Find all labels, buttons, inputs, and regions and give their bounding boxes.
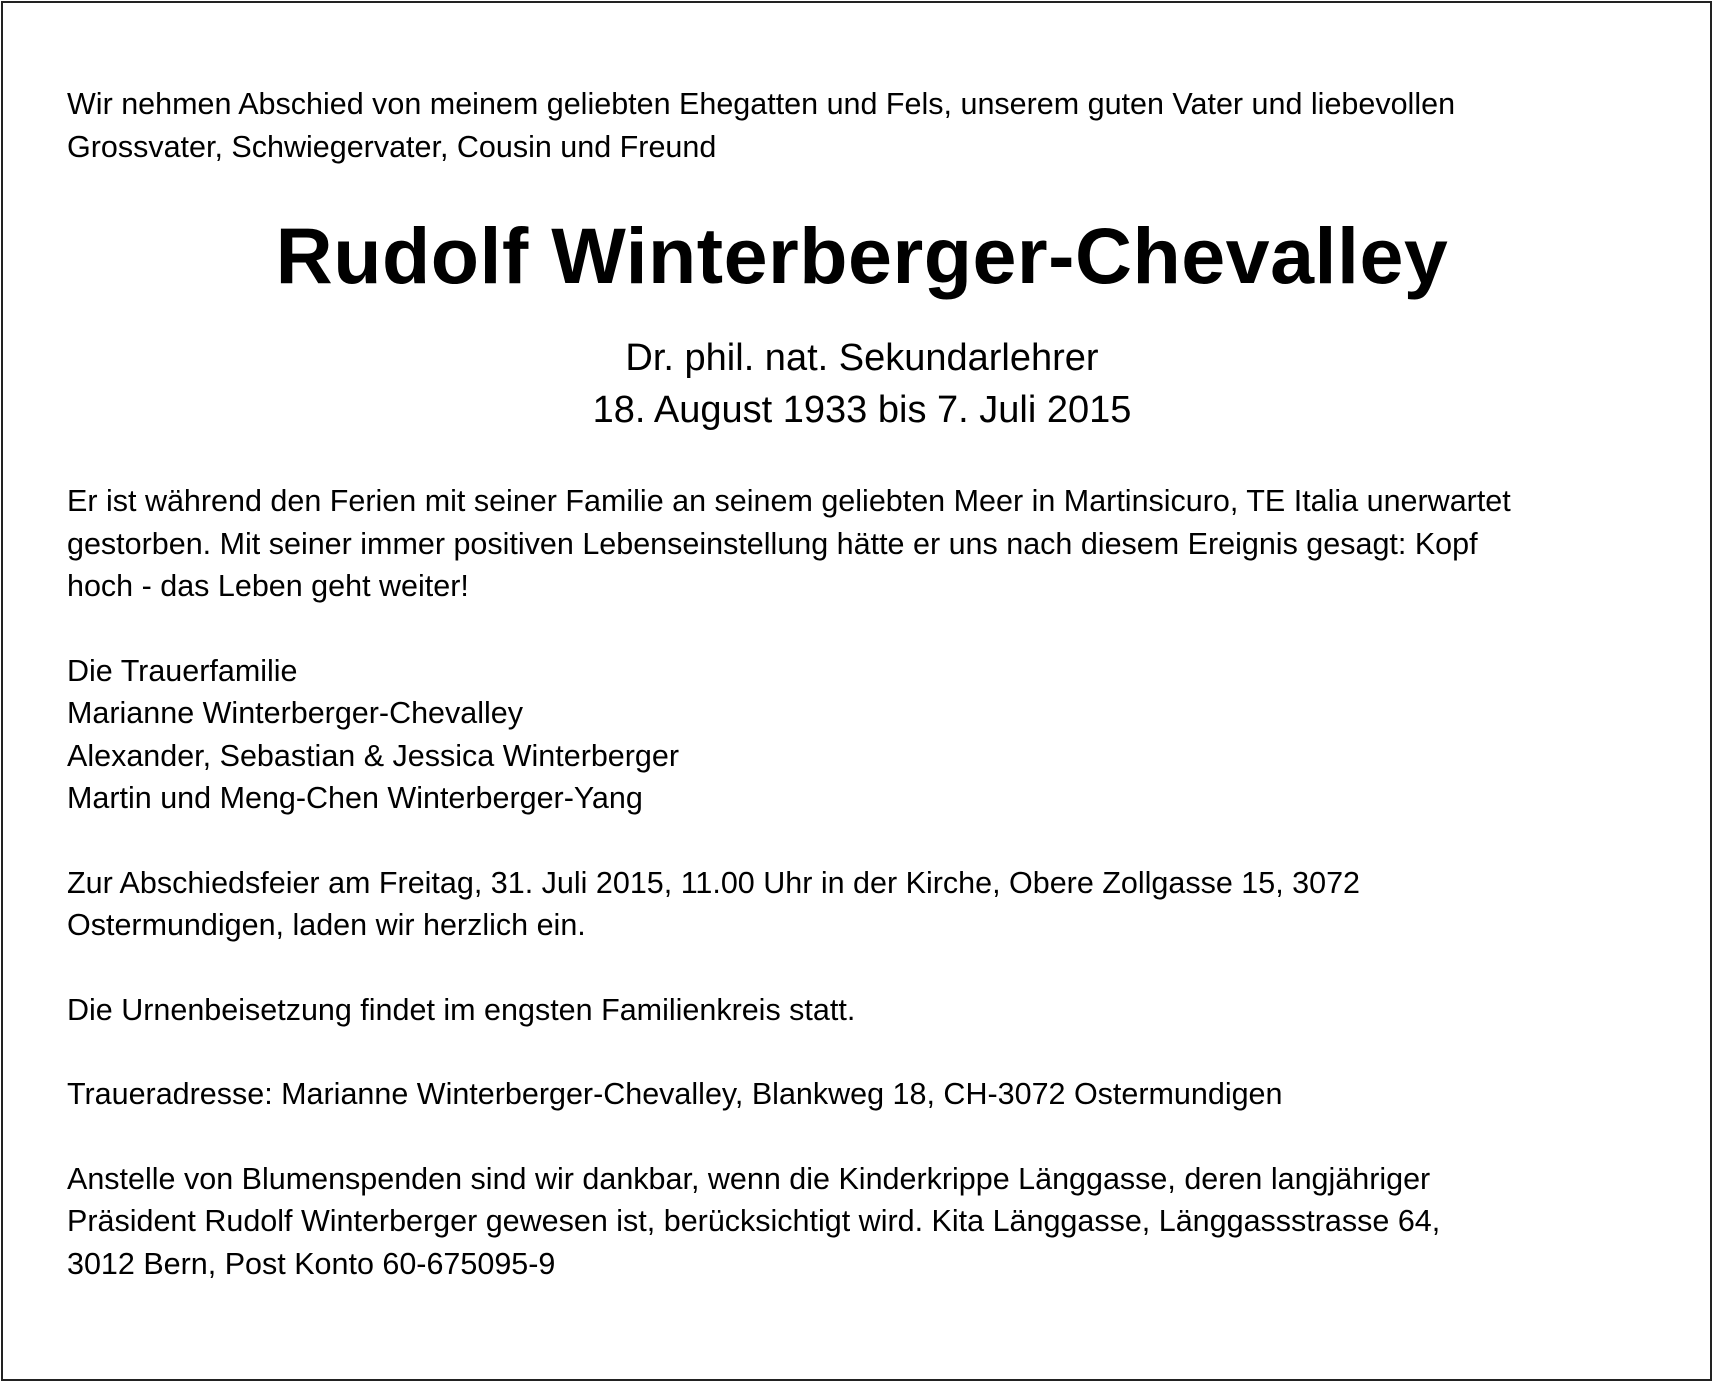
mourning-address: Traueradresse: Marianne Winterberger-Chevalley, Blankweg 18, CH-3072 Ostermundigen — [67, 1077, 1283, 1111]
deceased-title: Dr. phil. nat. Sekundarlehrer — [625, 337, 1099, 379]
donation-paragraph — [67, 1158, 1657, 1286]
obituary-notice — [1, 1, 1712, 1381]
family-heading: Die Trauerfamilie — [67, 653, 298, 688]
donation-line: 3012 Bern, Post Konto 60-675095-9 — [67, 1246, 556, 1281]
burial-line: Die Urnenbeisetzung findet im engsten Familienkreis statt. — [67, 992, 856, 1027]
ceremony-line: Ostermundigen, laden wir herzlich ein. — [67, 908, 586, 942]
family-member: Marianne Winterberger-Chevalley — [67, 696, 523, 730]
notice-content — [67, 83, 1657, 1285]
donation-line: Anstelle von Blumenspenden sind wir dankbar, wenn die Kinderkrippe Länggasse, deren langjähriger — [67, 1161, 1431, 1196]
deceased-name: Rudolf Winterberger-Chevalley — [275, 211, 1449, 300]
family-member: Martin und Meng-Chen Winterberger-Yang — [67, 781, 643, 815]
death-note-paragraph — [67, 480, 1657, 608]
ceremony-paragraph — [67, 862, 1657, 947]
intro-line: Grossvater, Schwiegervater, Cousin und Freund — [67, 129, 717, 164]
family-list — [67, 650, 1657, 820]
family-member: Alexander, Sebastian & Jessica Winterberger — [67, 738, 680, 773]
death-note-line: hoch - das Leben geht weiter! — [67, 569, 469, 603]
death-note-line: Er ist während den Ferien mit seiner Familie an seinem geliebten Meer in Martinsicuro, TE Italia unerwartet — [67, 484, 1511, 518]
donation-line: Präsident Rudolf Winterberger gewesen ist, berücksichtigt wird. Kita Länggasse, Länggassstrasse 64, — [67, 1204, 1441, 1238]
intro-paragraph — [67, 83, 1657, 168]
intro-line: Wir nehmen Abschied von meinem geliebten Ehegatten und Fels, unserem guten Vater und liebevollen — [67, 87, 1456, 121]
address-paragraph — [67, 1073, 1657, 1116]
death-note-line: gestorben. Mit seiner immer positiven Lebenseinstellung hätte er uns nach diesem Ereignis gesagt: Kopf — [67, 526, 1478, 561]
life-dates: 18. August 1933 bis 7. Juli 2015 — [592, 389, 1132, 431]
ceremony-line: Zur Abschiedsfeier am Freitag, 31. Juli 2015, 11.00 Uhr in der Kirche, Obere Zollgasse 15, 3072 — [67, 865, 1360, 900]
burial-paragraph — [67, 989, 1657, 1032]
